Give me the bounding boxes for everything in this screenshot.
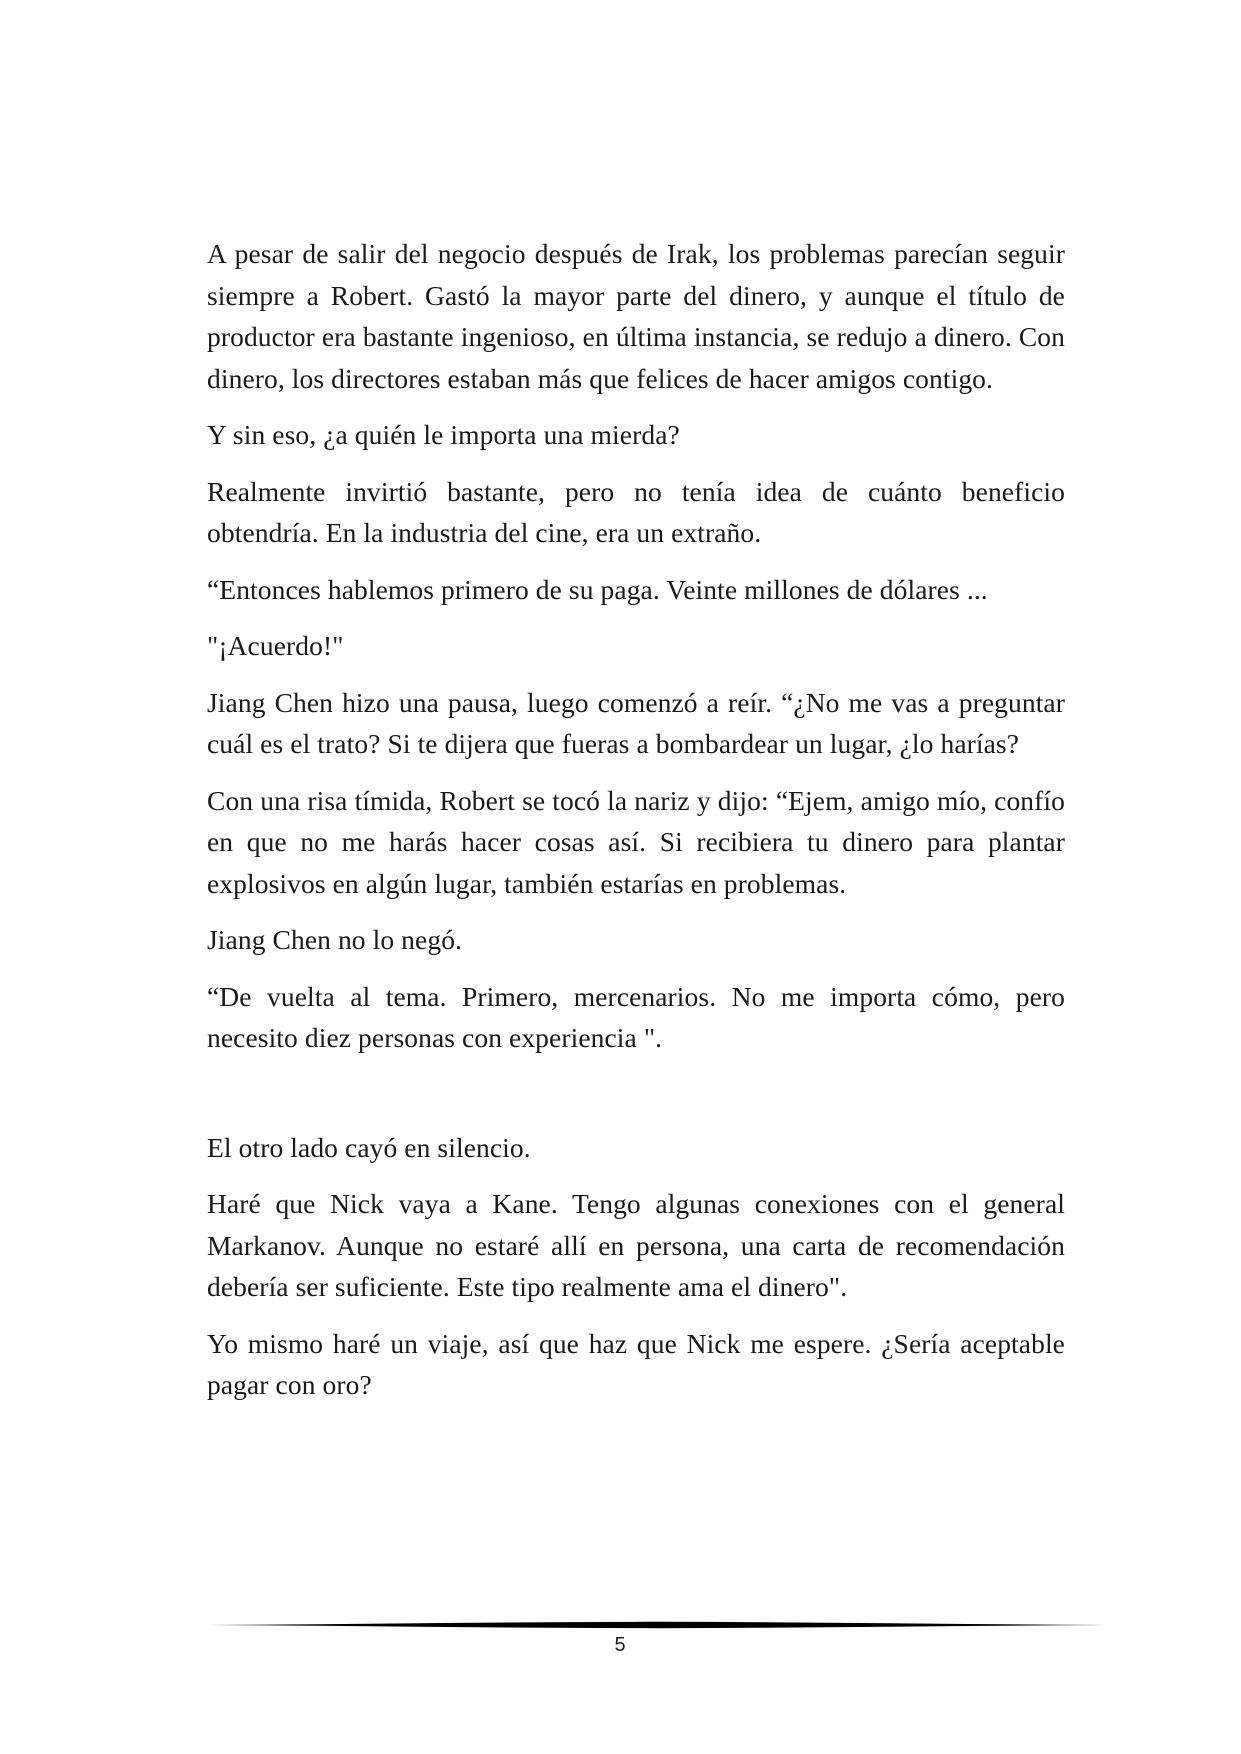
paragraph: Realmente invirtió bastante, pero no tenía idea de cuánto beneficio obtendría. En la industria del cine, era un extraño. [207, 475, 1065, 548]
paragraph: Y sin eso, ¿a quién le importa una mierda? [207, 419, 680, 450]
paragraph: “Entonces hablemos primero de su paga. Veinte millones de dólares ... [207, 573, 988, 605]
footer-divider [207, 1618, 1107, 1632]
paragraph: Yo mismo haré un viaje, así que haz que Nick me espere. ¿Sería aceptable pagar con oro? [207, 1327, 1065, 1400]
section-gap [207, 1074, 1065, 1127]
page-number: 5 [614, 1634, 626, 1656]
paragraph: "¡Acuerdo!" [207, 630, 344, 661]
paragraph: El otro lado cayó en silencio. [207, 1131, 531, 1163]
paragraph: “De vuelta al tema. Primero, mercenarios. No me importa cómo, pero necesito diez personas con experiencia ". [207, 980, 1065, 1053]
paragraph: Con una risa tímida, Robert se tocó la nariz y dijo: “Ejem, amigo mío, confío en que no me harás hacer cosas así. Si recibiera tu dinero para plantar explosivos en algún lugar, también estarías en problemas. [207, 784, 1065, 899]
body-text [207, 233, 1065, 1421]
paragraph: Haré que Nick vaya a Kane. Tengo algunas conexiones con el general Markanov. Aunque no estaré allí en persona, una carta de recomendación debería ser suficiente. Este tipo realmente ama el dinero". [207, 1188, 1065, 1302]
footer-divider-line [207, 1618, 1107, 1632]
paragraph: A pesar de salir del negocio después de Irak, los problemas parecían seguir siempre a Robert. Gastó la mayor parte del dinero, y aunque el título de productor era bastante ingenioso, en última instancia, se redujo a dinero. Con dinero, los directores estaban más que felices de hacer amigos contigo. [207, 238, 1065, 394]
paragraph: Jiang Chen hizo una pausa, luego comenzó a reír. “¿No me vas a preguntar cuál es el trato? Si te dijera que fueras a bombardear un lugar, ¿lo harías? [207, 686, 1065, 759]
paragraph: Jiang Chen no lo negó. [207, 924, 463, 955]
